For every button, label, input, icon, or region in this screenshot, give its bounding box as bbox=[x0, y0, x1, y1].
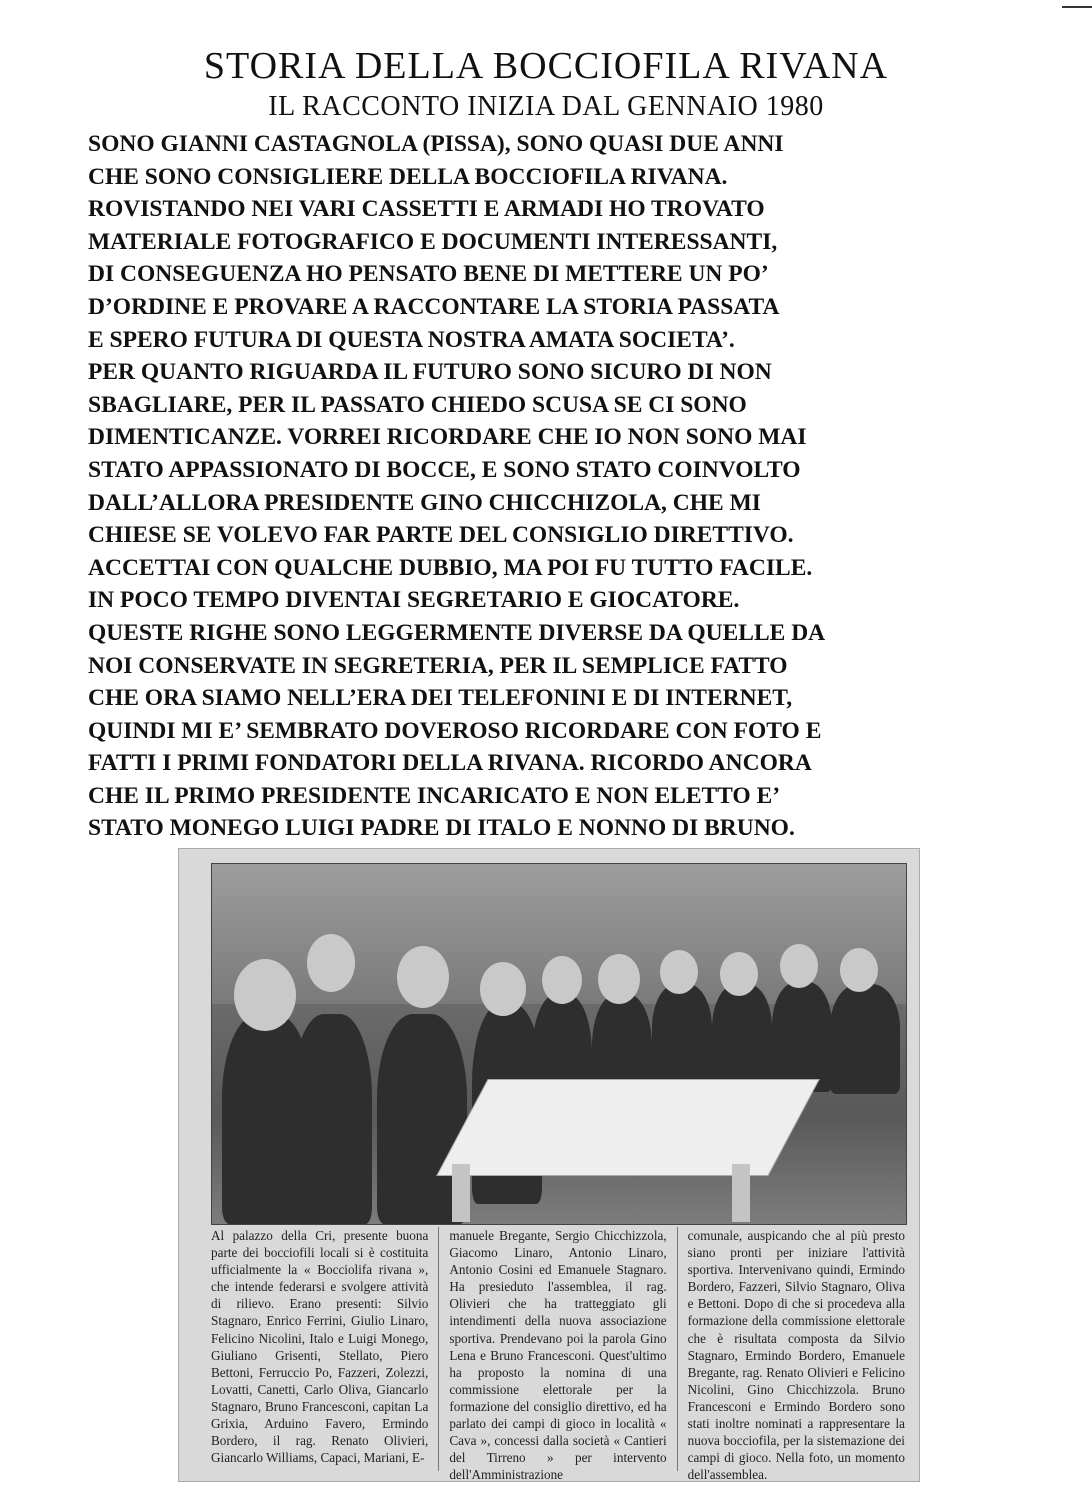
body-line: CHE ORA SIAMO NELL’ERA DEI TELEFONINI E DI INTERNET, bbox=[88, 685, 793, 712]
body-line: CHE SONO CONSIGLIERE DELLA BOCCIOFILA RIVANA. bbox=[88, 163, 728, 190]
body-line: E SPERO FUTURA DI QUESTA NOSTRA AMATA SOCIETA’. bbox=[88, 326, 735, 353]
person-head bbox=[307, 934, 355, 992]
person-head bbox=[234, 959, 296, 1031]
newspaper-clipping bbox=[178, 848, 920, 1482]
body-line: CHIESE SE VOLEVO FAR PARTE DEL CONSIGLIO DIRETTIVO. bbox=[88, 522, 794, 549]
person-head bbox=[840, 948, 878, 992]
person-head bbox=[780, 944, 818, 988]
body-line: ACCETTAI CON QUALCHE DUBBIO, MA POI FU TUTTO FACILE. bbox=[88, 554, 813, 581]
body-line: QUESTE RIGHE SONO LEGGERMENTE DIVERSE DA QUELLE DA bbox=[88, 619, 826, 646]
person-figure bbox=[652, 984, 712, 1094]
body-line: QUINDI MI E’ SEMBRATO DOVEROSO RICORDARE CON FOTO E bbox=[88, 717, 822, 744]
body-line: SBAGLIARE, PER IL PASSATO CHIEDO SCUSA SE CI SONO bbox=[88, 391, 747, 418]
body-line: SONO GIANNI CASTAGNOLA (PISSA), SONO QUASI DUE ANNI bbox=[88, 131, 784, 157]
scan-edge-mark bbox=[1062, 6, 1092, 8]
assembly-table bbox=[436, 1079, 820, 1176]
body-line: STATO MONEGO LUIGI PADRE DI ITALO E NONNO DI BRUNO. bbox=[88, 815, 795, 842]
body-line: FATTI I PRIMI FONDATORI DELLA RIVANA. RICORDO ANCORA bbox=[88, 750, 812, 777]
person-head bbox=[397, 946, 449, 1008]
body-line: STATO APPASSIONATO DI BOCCE, E SONO STATO COINVOLTO bbox=[88, 456, 801, 483]
person-head bbox=[598, 954, 640, 1004]
person-head bbox=[720, 952, 758, 996]
column-divider bbox=[438, 1227, 439, 1471]
body-line: DALL’ALLORA PRESIDENTE GINO CHICCHIZOLA, CHE MI bbox=[88, 489, 761, 516]
body-text bbox=[88, 128, 968, 845]
body-line: CHE IL PRIMO PRESIDENTE INCARICATO E NON ELETTO E’ bbox=[88, 782, 781, 809]
body-line: IN POCO TEMPO DIVENTAI SEGRETARIO E GIOCATORE. bbox=[88, 587, 740, 614]
body-line: D’ORDINE E PROVARE A RACCONTARE LA STORIA PASSATA bbox=[88, 293, 780, 320]
caption-column: manuele Bregante, Sergio Chicchizzola, Giacomo Linaro, Antonio Linaro, Antonio Cosini ed Emanuele Stagnaro. Ha presieduto l'assemblea, il rag. Olivieri che ha tratteggiato gli intendimenti della nuova associazione sportiva. Prendevano poi la parola Gino Lena e Bruno Francesconi. Quest'ultimo ha proposto la nomina di una commissione elettorale per la formazione del consiglio direttivo, ed ha parlato dei campi di gioco in località « Cava », concessi dalla società « Cantieri del Tirreno » per intervento dell'Amministrazione bbox=[449, 1228, 667, 1483]
person-head bbox=[480, 962, 526, 1016]
person-figure bbox=[292, 1014, 372, 1224]
body-line: MATERIALE FOTOGRAFICO E DOCUMENTI INTERESSANTI, bbox=[88, 228, 778, 255]
column-divider bbox=[677, 1227, 678, 1471]
person-figure bbox=[772, 982, 832, 1092]
body-line: DI CONSEGUENZA HO PENSATO BENE DI METTERE UN PO’ bbox=[88, 261, 769, 288]
table-leg bbox=[452, 1164, 470, 1222]
page-title: STORIA DELLA BOCCIOFILA RIVANA bbox=[203, 45, 889, 87]
body-line: NOI CONSERVATE IN SEGRETERIA, PER IL SEMPLICE FATTO bbox=[88, 652, 788, 679]
assembly-photo bbox=[211, 863, 907, 1225]
person-figure bbox=[830, 984, 900, 1094]
person-head bbox=[542, 956, 582, 1004]
person-head bbox=[660, 950, 698, 994]
caption-column: comunale, auspicando che al più presto siano pronti per iniziare l'attività sportiva. Intervenivano quindi, Ermindo Bordero, Fazzeri, Silvio Stagnaro, Oliva e Bettoni. Dopo di che si procedeva alla formazione della commissione elettorale che è risultata composta da Silvio Stagnaro, Ermindo Bordero, Emanuele Bregante, rag. Renato Olivieri e Felicino Nicolini, Gino Chicchizzola. Bruno Francesconi e Ermindo Bordero sono stati inoltre nominati a rappresentare la nuova bocciofila, per la sistemazione dei campi di gioco. Nella foto, un momento dell'assemblea. bbox=[687, 1228, 905, 1483]
body-line: PER QUANTO RIGUARDA IL FUTURO SONO SICURO DI NON bbox=[88, 359, 772, 386]
table-leg bbox=[732, 1164, 750, 1222]
page-subtitle: IL RACCONTO INIZIA DAL GENNAIO 1980 bbox=[268, 91, 824, 122]
body-line: ROVISTANDO NEI VARI CASSETTI E ARMADI HO TROVATO bbox=[88, 196, 765, 223]
clipping-caption bbox=[211, 1227, 905, 1483]
caption-column: Al palazzo della Cri, presente buona parte dei bocciofili locali si è costituita ufficialmente la « Bocciolifa rivana », che intende federarsi e svolgere attività di rilievo. Erano presenti: Silvio Stagnaro, Enrico Ferrini, Giulio Linaro, Felicino Nicolini, Italo e Luigi Monego, Giuliano Grisenti, Stellato, Piero Bettoni, Ferruccio Po, Fazzeri, Zolezzi, Lovatti, Canetti, Carlo Oliva, Giancarlo Stagnaro, Bruno Francesconi, capitan La Grixia, Arduino Favero, Ermindo Bordero, il rag. Renato Olivieri, Giancarlo Williams, Capaci, Mariani, E- bbox=[211, 1228, 429, 1466]
body-line: DIMENTICANZE. VORREI RICORDARE CHE IO NON SONO MAI bbox=[88, 424, 807, 451]
person-figure bbox=[712, 984, 772, 1094]
